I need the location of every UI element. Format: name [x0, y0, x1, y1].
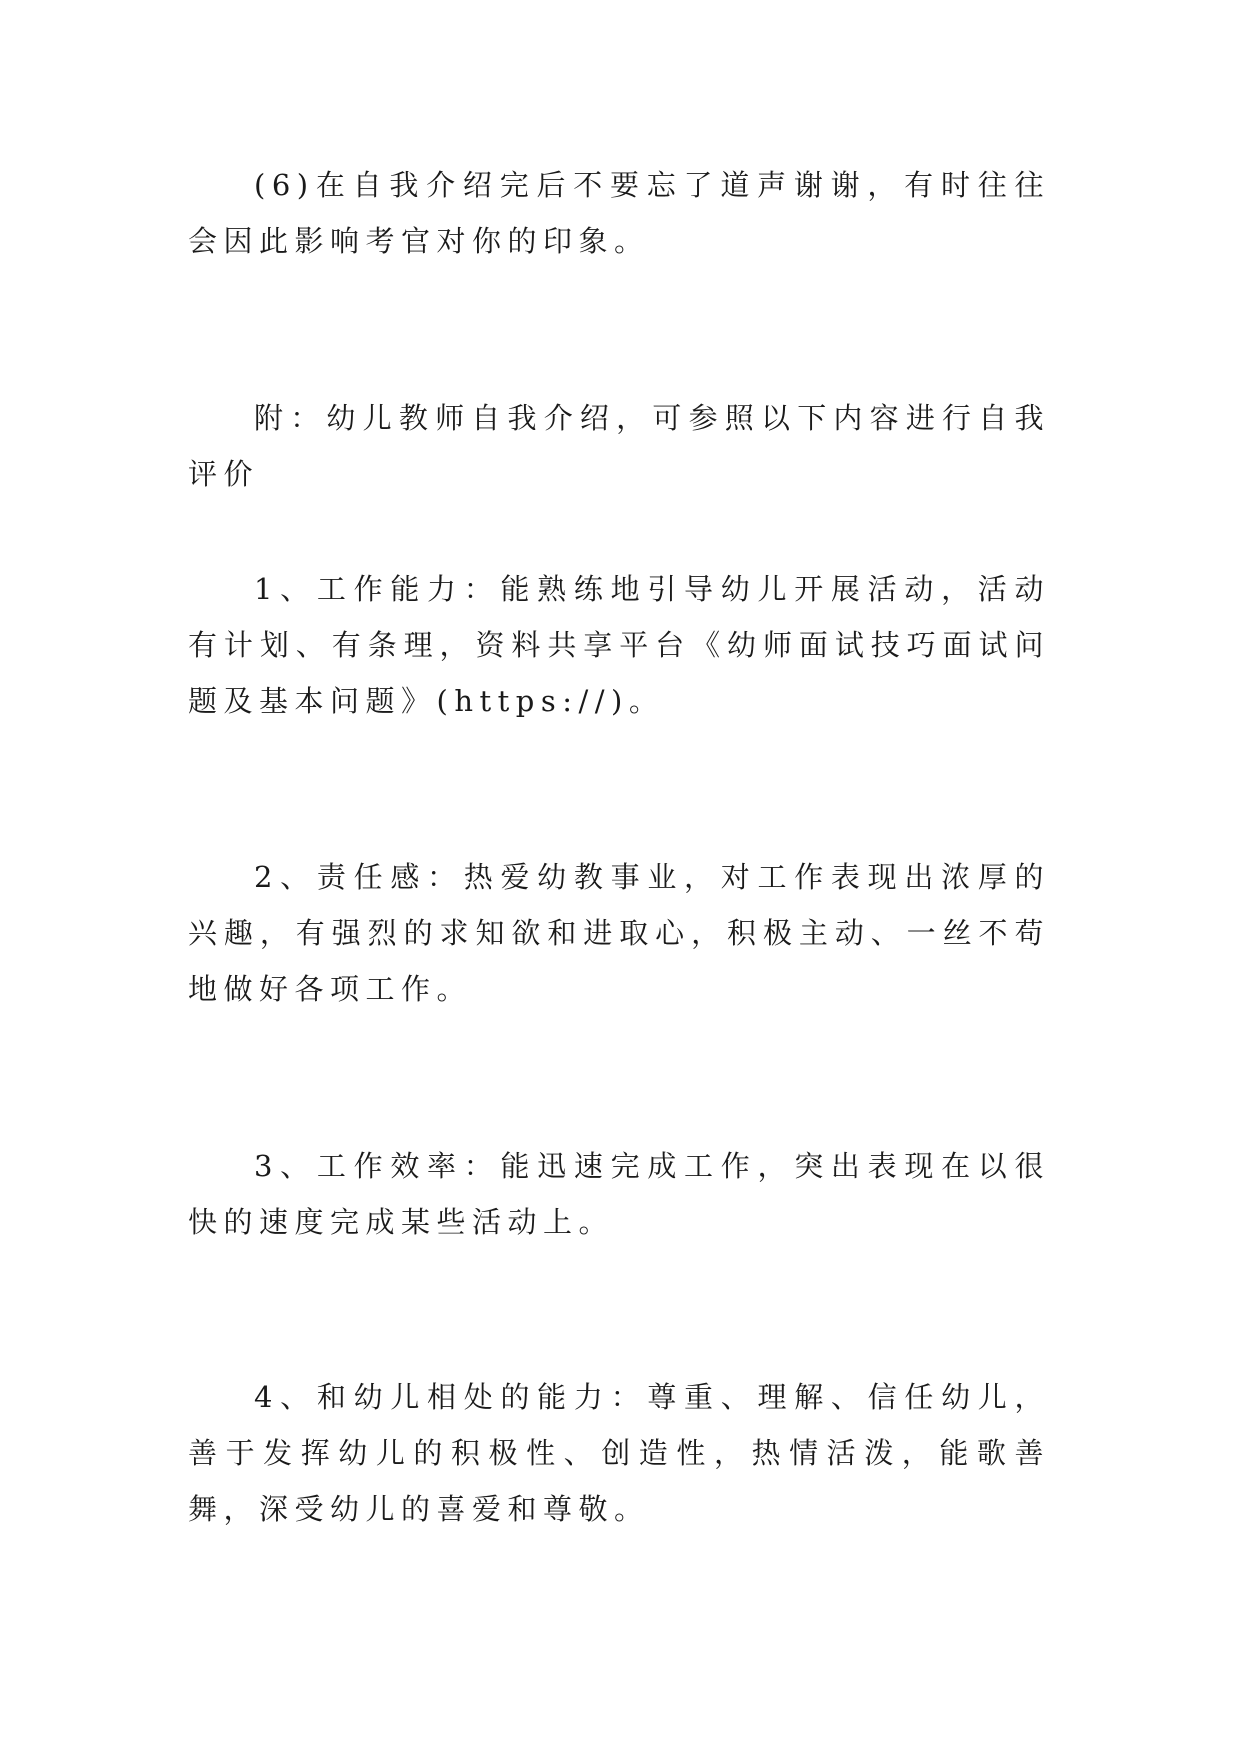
paragraph-closing-tip: (6)在自我介绍完后不要忘了道声谢谢，有时往往会因此影响考官对你的印象。 [188, 168, 1050, 258]
paragraph-work-ability: 1、工作能力：能熟练地引导幼儿开展活动，活动有计划、有条理，资料共享平台《幼师面试技巧面试问题及基本问题》(https://)。 [188, 572, 1050, 718]
paragraph-responsibility: 2、责任感：热爱幼教事业，对工作表现出浓厚的兴趣，有强烈的求知欲和进取心，积极主动、一丝不苟地做好各项工作。 [188, 860, 1050, 1006]
paragraph-child-relations: 4、和幼儿相处的能力：尊重、理解、信任幼儿，善于发挥幼儿的积极性、创造性，热情活泼，能歌善舞，深受幼儿的喜爱和尊敬。 [188, 1380, 1050, 1526]
paragraph-work-efficiency: 3、工作效率：能迅速完成工作，突出表现在以很快的速度完成某些活动上。 [188, 1149, 1050, 1239]
paragraph-appendix-heading: 附：幼儿教师自我介绍，可参照以下内容进行自我评价 [188, 401, 1050, 491]
